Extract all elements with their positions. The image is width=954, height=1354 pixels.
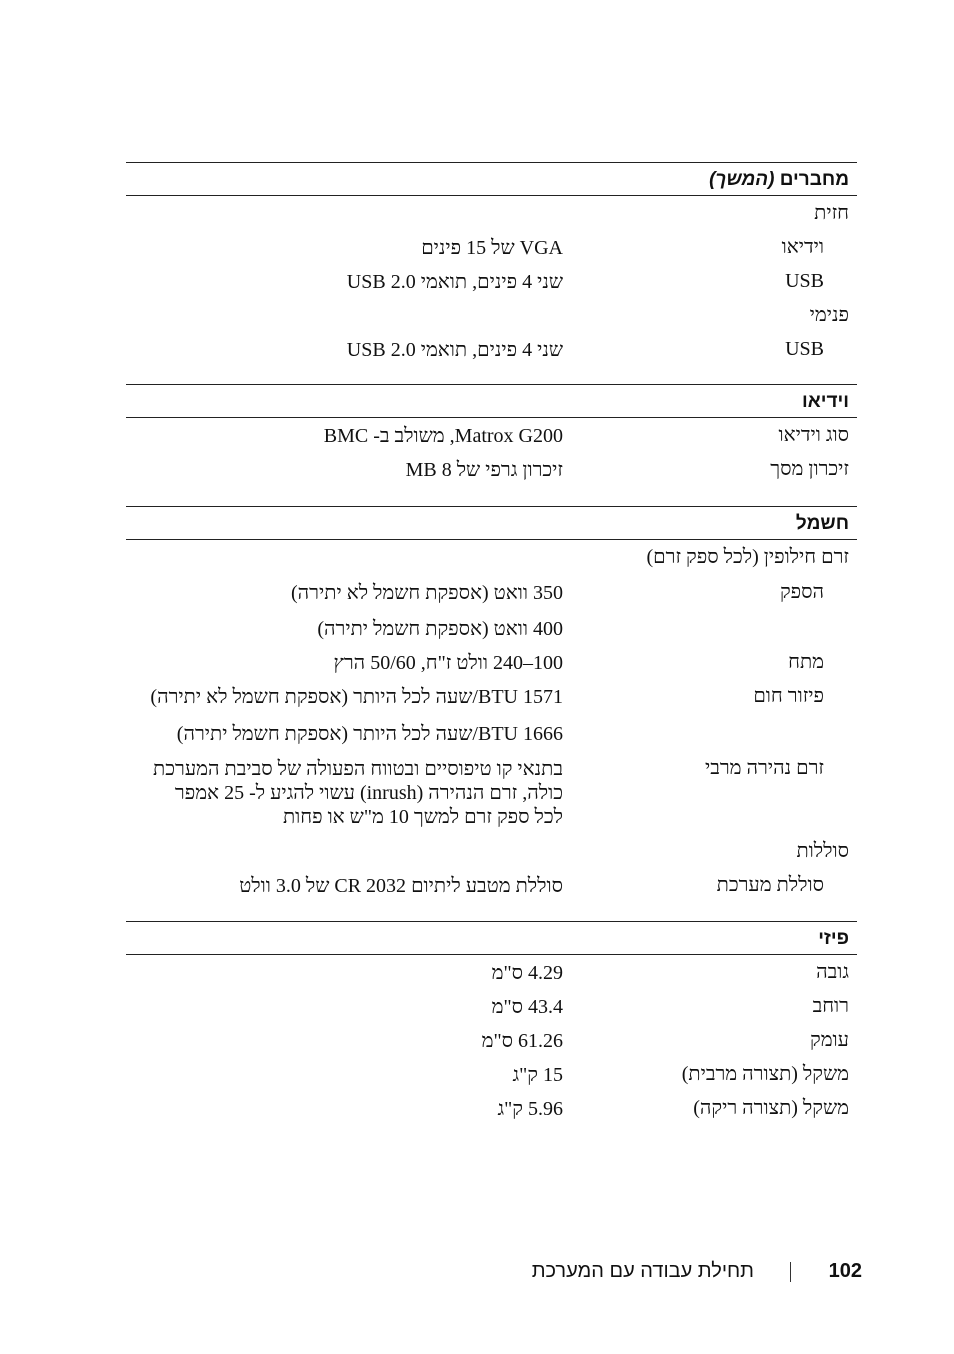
footer-separator xyxy=(790,1262,791,1282)
width-label: רוחב xyxy=(812,995,849,1017)
heat-value-1: 1571 BTU/שעה לכל היותר (אספקת חשמל לא יתירה) xyxy=(150,686,563,708)
usb-front-label: USB xyxy=(785,270,824,292)
wattage-value-2: 400 וואט (אספקת חשמל יתירה) xyxy=(317,618,563,640)
video-section xyxy=(126,384,857,481)
physical-title: פיזי xyxy=(818,928,849,949)
physical-section xyxy=(126,921,857,1120)
physical-header xyxy=(126,921,857,955)
video-type-label: סוג וידיאו xyxy=(778,424,849,446)
usb-front-value: שני 4 פינים, תואמי USB 2.0 xyxy=(346,271,563,293)
usb-internal-label: USB xyxy=(785,338,824,360)
internal-label: פנימי xyxy=(809,304,849,326)
inrush-line-1: בתנאי קו טיפוסיים ובטווח הפעולה של סביבת המערכת xyxy=(153,758,563,780)
video-memory-value: זיכרון גרפי של 8 MB xyxy=(405,459,563,481)
power-header xyxy=(126,506,857,540)
inrush-label: זרם נהירה מרבי xyxy=(704,757,824,779)
video-type-value: Matrox G200, משולב ב- BMC xyxy=(323,425,563,447)
heat-label: פיזור חום xyxy=(753,685,824,707)
page-number: 102 xyxy=(828,1260,862,1282)
front-label: חזית xyxy=(814,202,849,224)
weight-max-value: 15 ק"ג xyxy=(512,1064,563,1086)
wattage-value-1: 350 וואט (אספקת חשמל לא יתירה) xyxy=(291,582,563,604)
video-title: וידיאו xyxy=(802,391,849,412)
inrush-value xyxy=(133,757,563,829)
height-value: 4.29 ס"מ xyxy=(491,962,563,984)
weight-empty-label: משקל (תצורה ריקה) xyxy=(693,1097,849,1119)
page-footer xyxy=(0,1260,954,1290)
connectors-title-suffix: (המשך) xyxy=(709,169,775,190)
video-connector-label: וידיאו xyxy=(781,236,824,258)
voltage-value: 100–240 וולט ז"ח, 50/60 הרץ xyxy=(333,652,563,674)
system-battery-value: סוללת מטבע ליתיום CR 2032 של 3.0 וולט xyxy=(239,875,563,897)
video-connector-value: VGA של 15 פינים xyxy=(421,237,563,259)
power-section xyxy=(126,506,857,897)
weight-empty-value: 5.96 ק"ג xyxy=(497,1098,563,1120)
system-battery-label: סוללת מערכת xyxy=(716,874,824,896)
inrush-line-3: לכל ספק זרם למשך 10 מ"ש או פחות xyxy=(282,806,563,828)
inrush-line-2: כולה, זרם הנהירה (inrush) עשוי להגיע ל- 25 אמפר xyxy=(174,782,563,804)
video-header xyxy=(126,384,857,418)
depth-label: עומק xyxy=(810,1029,849,1051)
power-title: חשמל xyxy=(795,513,849,534)
height-label: גובה xyxy=(816,961,849,983)
connectors-title: מחברים (המשך) xyxy=(709,169,849,190)
weight-max-label: משקל (תצורה מרבית) xyxy=(681,1063,849,1085)
wattage-label: הספק xyxy=(779,581,824,603)
width-value: 43.4 ס"מ xyxy=(491,996,563,1018)
connectors-header xyxy=(126,162,857,196)
usb-internal-value: שני 4 פינים, תואמי USB 2.0 xyxy=(346,339,563,361)
heat-value-2: 1666 BTU/שעה לכל היותר (אספקת חשמל יתירה) xyxy=(176,723,563,745)
connectors-section xyxy=(126,162,857,361)
voltage-label: מתח xyxy=(788,651,824,673)
ac-label: זרם חילופין (לכל ספק זרם) xyxy=(646,546,849,568)
batteries-label: סוללות xyxy=(796,840,849,862)
chapter-title: תחילת עבודה עם המערכת xyxy=(531,1260,754,1282)
depth-value: 61.26 ס"מ xyxy=(481,1030,563,1052)
video-memory-label: זיכרון מסך xyxy=(770,458,849,480)
